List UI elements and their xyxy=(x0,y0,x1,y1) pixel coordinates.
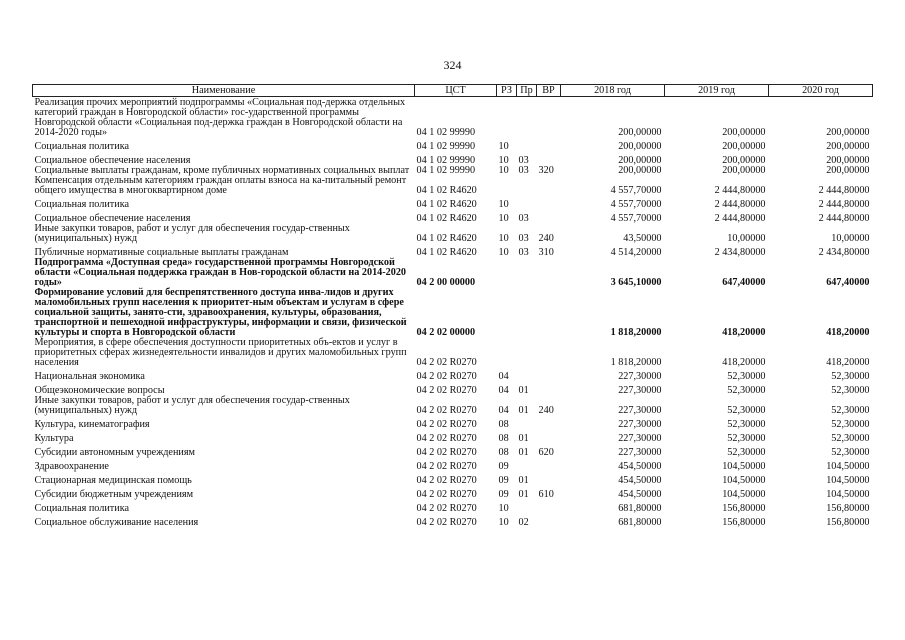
row-pr xyxy=(517,368,537,382)
row-2020: 52,30000 xyxy=(831,419,870,430)
row-vr xyxy=(537,458,561,472)
row-vr xyxy=(537,196,561,210)
row-pr: 03 xyxy=(518,247,529,258)
row-2020: 52,30000 xyxy=(831,371,870,382)
row-name: Социальное обеспечение населения xyxy=(34,155,191,166)
table-row xyxy=(33,176,873,196)
row-rz: 10 xyxy=(498,199,509,210)
header-rz: РЗ xyxy=(497,85,517,97)
row-vr xyxy=(537,514,561,528)
row-2018: 4 557,70000 xyxy=(610,185,662,196)
row-2018: 4 557,70000 xyxy=(610,213,662,224)
row-2018: 200,00000 xyxy=(618,141,662,152)
row-vr xyxy=(537,97,561,139)
row-rz xyxy=(497,258,517,288)
row-2018: 227,30000 xyxy=(618,385,662,396)
row-2020: 52,30000 xyxy=(831,447,870,458)
header-pr: Пр xyxy=(517,85,537,97)
header-vr: ВР xyxy=(537,85,561,97)
row-name: Общеэкономические вопросы xyxy=(34,385,165,396)
row-pr: 01 xyxy=(518,405,529,416)
row-2020: 200,00000 xyxy=(826,155,870,166)
header-2018: 2018 год xyxy=(561,85,665,97)
row-2018: 454,50000 xyxy=(618,475,662,486)
row-rz: 09 xyxy=(498,489,509,500)
row-vr xyxy=(537,152,561,166)
row-2020: 647,40000 xyxy=(826,277,870,288)
row-2019: 52,30000 xyxy=(727,371,766,382)
row-2020: 418,20000 xyxy=(826,357,870,368)
row-pr xyxy=(517,288,537,338)
row-2020: 52,30000 xyxy=(831,385,870,396)
header-cst: ЦСТ xyxy=(415,85,497,97)
row-pr: 02 xyxy=(518,517,529,528)
row-pr xyxy=(517,338,537,368)
row-pr: 01 xyxy=(518,489,529,500)
row-2018: 200,00000 xyxy=(618,155,662,166)
row-rz: 08 xyxy=(498,447,509,458)
table-header xyxy=(33,85,873,97)
row-2020: 104,50000 xyxy=(826,461,870,472)
row-2018: 1 818,20000 xyxy=(610,357,662,368)
row-pr: 03 xyxy=(518,213,529,224)
row-cst: 04 2 02 R0270 xyxy=(416,475,477,486)
row-name: Социальная политика xyxy=(34,503,130,514)
row-2020: 200,00000 xyxy=(826,127,870,138)
row-2020: 2 434,80000 xyxy=(818,247,870,258)
header-2019: 2019 год xyxy=(665,85,769,97)
row-cst: 04 2 02 R0270 xyxy=(416,385,477,396)
row-vr xyxy=(537,430,561,444)
row-rz: 08 xyxy=(498,433,509,444)
row-vr: 320 xyxy=(538,165,554,176)
row-vr xyxy=(537,416,561,430)
row-pr: 01 xyxy=(518,475,529,486)
row-rz: 10 xyxy=(498,247,509,258)
table-row xyxy=(33,486,873,500)
row-vr: 240 xyxy=(538,405,554,416)
row-rz: 10 xyxy=(498,141,509,152)
row-vr xyxy=(537,472,561,486)
row-2019: 52,30000 xyxy=(727,447,766,458)
row-pr: 03 xyxy=(518,165,529,176)
row-pr: 01 xyxy=(518,447,529,458)
row-cst: 04 2 02 R0270 xyxy=(416,447,477,458)
row-2020: 2 444,80000 xyxy=(818,213,870,224)
row-cst: 04 1 02 R4620 xyxy=(416,213,477,224)
row-name: Социальное обеспечение населения xyxy=(34,213,191,224)
row-rz: 08 xyxy=(498,419,509,430)
row-name: Культура, кинематография xyxy=(34,419,150,430)
row-name: Компенсация отдельным категориям граждан оплаты взноса на ка-питальный ремонт общего имущества в многоквартирном доме xyxy=(34,175,407,196)
row-rz xyxy=(497,176,517,196)
row-vr: 620 xyxy=(538,447,554,458)
row-2018: 227,30000 xyxy=(618,405,662,416)
row-rz: 10 xyxy=(498,165,509,176)
page-number: 324 xyxy=(443,58,462,72)
row-name: Реализация прочих мероприятий подпрограммы «Социальная под-держка отдельных категорий граждан в Новгородской области» гос-ударственной программы Новгородской области «Социальная под-держка граждан в Новгородской области на 2014-2020 годы» xyxy=(34,97,406,138)
row-vr xyxy=(537,258,561,288)
row-2020: 104,50000 xyxy=(826,489,870,500)
table-row xyxy=(33,514,873,528)
row-name: Формирование условий для беспрепятственного доступа инва-лидов и других маломобильных групп населения к приоритет-ным объектам и услугам в сфере социальной защиты, занято-сти, здравоохранения, культуры, образования, транспортной и пешеходной инфраструктуры, информации и связи, физической культуры и спорта в Новгородской области xyxy=(34,287,407,338)
row-cst: 04 1 02 99990 xyxy=(416,155,476,166)
table-row xyxy=(33,210,873,224)
row-cst: 04 2 02 R0270 xyxy=(416,503,477,514)
row-name: Публичные нормативные социальные выплаты гражданам xyxy=(34,247,289,258)
row-vr xyxy=(537,382,561,396)
table-row xyxy=(33,472,873,486)
row-2018: 227,30000 xyxy=(618,433,662,444)
row-cst: 04 2 02 R0270 xyxy=(416,371,477,382)
table-row xyxy=(33,338,873,368)
row-pr xyxy=(517,176,537,196)
budget-table xyxy=(32,84,873,528)
row-cst: 04 1 02 99990 xyxy=(416,165,476,176)
row-2020: 10,00000 xyxy=(831,233,870,244)
row-2019: 52,30000 xyxy=(727,419,766,430)
row-2019: 200,00000 xyxy=(722,127,766,138)
row-rz: 10 xyxy=(498,517,509,528)
row-2018: 454,50000 xyxy=(618,489,662,500)
row-pr xyxy=(517,416,537,430)
row-2019: 2 444,80000 xyxy=(714,213,766,224)
row-vr xyxy=(537,288,561,338)
table-row xyxy=(33,458,873,472)
row-2019: 52,30000 xyxy=(727,385,766,396)
row-2019: 156,80000 xyxy=(722,517,766,528)
row-rz: 10 xyxy=(498,503,509,514)
row-2018: 4 514,20000 xyxy=(610,247,662,258)
table-body xyxy=(33,97,873,529)
row-cst: 04 1 02 R4620 xyxy=(416,185,477,196)
row-2019: 104,50000 xyxy=(722,475,766,486)
row-2020: 418,20000 xyxy=(826,327,870,338)
row-pr: 01 xyxy=(518,433,529,444)
row-rz: 04 xyxy=(498,405,509,416)
row-2019: 10,00000 xyxy=(727,233,766,244)
row-rz: 09 xyxy=(498,461,509,472)
table-row xyxy=(33,152,873,166)
row-cst: 04 1 02 R4620 xyxy=(416,233,477,244)
row-cst: 04 2 02 R0270 xyxy=(416,461,477,472)
row-2019: 418,20000 xyxy=(722,357,766,368)
row-name: Здравоохранение xyxy=(34,461,109,472)
row-2018: 227,30000 xyxy=(618,419,662,430)
table-row xyxy=(33,382,873,396)
table-row xyxy=(33,500,873,514)
row-2019: 2 444,80000 xyxy=(714,185,766,196)
row-2018: 200,00000 xyxy=(618,127,662,138)
row-2020: 52,30000 xyxy=(831,405,870,416)
row-cst: 04 2 02 R0270 xyxy=(416,517,477,528)
row-vr: 240 xyxy=(538,233,554,244)
row-rz xyxy=(497,288,517,338)
row-pr: 03 xyxy=(518,155,529,166)
row-pr xyxy=(517,138,537,152)
row-pr: 03 xyxy=(518,233,529,244)
row-2018: 4 557,70000 xyxy=(610,199,662,210)
row-2020: 156,80000 xyxy=(826,517,870,528)
row-vr: 310 xyxy=(538,247,554,258)
row-name: Иные закупки товаров, работ и услуг для обеспечения государ-ственных (муниципальных) нужд xyxy=(34,395,350,416)
row-2019: 647,40000 xyxy=(722,277,766,288)
row-2018: 3 645,10000 xyxy=(610,277,662,288)
row-2019: 200,00000 xyxy=(722,155,766,166)
header-2020: 2020 год xyxy=(769,85,873,97)
row-2020: 104,50000 xyxy=(826,475,870,486)
row-2019: 200,00000 xyxy=(722,165,766,176)
row-name: Культура xyxy=(34,433,74,444)
row-vr xyxy=(537,176,561,196)
row-name: Подпрограмма «Доступная среда» государственной программы Новгородской области «Социальная поддержка граждан в Нов-городской области на 2014-2020 годы» xyxy=(34,257,407,288)
row-rz xyxy=(497,97,517,139)
row-2018: 454,50000 xyxy=(618,461,662,472)
row-pr xyxy=(517,500,537,514)
row-cst: 04 2 02 00000 xyxy=(416,327,476,338)
table-row xyxy=(33,430,873,444)
row-name: Национальная экономика xyxy=(34,371,145,382)
row-2018: 1 818,20000 xyxy=(610,327,662,338)
row-vr xyxy=(537,138,561,152)
row-2018: 227,30000 xyxy=(618,447,662,458)
row-name: Субсидии автономным учреждениям xyxy=(34,447,195,458)
row-name: Мероприятия, в сфере обеспечения доступности приоритетных объ-ектов и услуг в приоритетных сферах жизнедеятельности инвалидов и других маломобильных групп населения xyxy=(34,337,407,368)
row-2018: 681,80000 xyxy=(618,503,662,514)
table-row xyxy=(33,244,873,258)
row-cst: 04 2 02 R0270 xyxy=(416,405,477,416)
row-cst: 04 2 02 R0270 xyxy=(416,433,477,444)
row-vr xyxy=(537,210,561,224)
header-name: Наименование xyxy=(33,85,415,97)
row-2018: 43,50000 xyxy=(623,233,662,244)
row-cst: 04 2 02 R0270 xyxy=(416,357,477,368)
row-2020: 156,80000 xyxy=(826,503,870,514)
row-name: Иные закупки товаров, работ и услуг для обеспечения государ-ственных (муниципальных) нужд xyxy=(34,223,350,244)
row-name: Субсидии бюджетным учреждениям xyxy=(34,489,194,500)
row-2019: 104,50000 xyxy=(722,489,766,500)
row-2018: 200,00000 xyxy=(618,165,662,176)
row-pr xyxy=(517,97,537,139)
row-rz xyxy=(497,338,517,368)
row-2019: 200,00000 xyxy=(722,141,766,152)
row-2020: 2 444,80000 xyxy=(818,185,870,196)
row-cst: 04 2 02 R0270 xyxy=(416,489,477,500)
row-rz: 10 xyxy=(498,155,509,166)
row-name: Стационарная медицинская помощь xyxy=(34,475,192,486)
row-2019: 418,20000 xyxy=(722,327,766,338)
table-row xyxy=(33,196,873,210)
row-pr: 01 xyxy=(518,385,529,396)
row-vr xyxy=(537,338,561,368)
row-2020: 2 444,80000 xyxy=(818,199,870,210)
row-2019: 104,50000 xyxy=(722,461,766,472)
row-vr: 610 xyxy=(538,489,554,500)
row-cst: 04 2 00 00000 xyxy=(416,277,476,288)
row-2019: 156,80000 xyxy=(722,503,766,514)
row-2020: 200,00000 xyxy=(826,165,870,176)
table-row xyxy=(33,224,873,244)
row-name: Социальная политика xyxy=(34,141,130,152)
row-cst: 04 1 02 R4620 xyxy=(416,247,477,258)
row-cst: 04 2 02 R0270 xyxy=(416,419,477,430)
row-2019: 52,30000 xyxy=(727,433,766,444)
row-rz: 04 xyxy=(498,371,509,382)
row-2018: 681,80000 xyxy=(618,517,662,528)
row-2018: 227,30000 xyxy=(618,371,662,382)
row-cst: 04 1 02 99990 xyxy=(416,141,476,152)
row-name: Социальное обслуживание населения xyxy=(34,517,199,528)
table-row xyxy=(33,138,873,152)
table-row xyxy=(33,258,873,288)
row-rz: 10 xyxy=(498,233,509,244)
row-2020: 200,00000 xyxy=(826,141,870,152)
row-vr xyxy=(537,500,561,514)
row-pr xyxy=(517,196,537,210)
table-row xyxy=(33,416,873,430)
table-row xyxy=(33,368,873,382)
row-cst: 04 1 02 99990 xyxy=(416,127,476,138)
row-2019: 52,30000 xyxy=(727,405,766,416)
row-name: Социальные выплаты гражданам, кроме публичных нормативных социальных выплат xyxy=(34,165,410,176)
table-row xyxy=(33,444,873,458)
row-rz: 04 xyxy=(498,385,509,396)
row-cst: 04 1 02 R4620 xyxy=(416,199,477,210)
row-vr xyxy=(537,368,561,382)
table-row xyxy=(33,396,873,416)
table-row xyxy=(33,288,873,338)
row-pr xyxy=(517,258,537,288)
row-2020: 52,30000 xyxy=(831,433,870,444)
row-2019: 2 444,80000 xyxy=(714,199,766,210)
table-row xyxy=(33,97,873,139)
row-pr xyxy=(517,458,537,472)
row-name: Социальная политика xyxy=(34,199,130,210)
row-rz: 09 xyxy=(498,475,509,486)
row-2019: 2 434,80000 xyxy=(714,247,766,258)
row-rz: 10 xyxy=(498,213,509,224)
